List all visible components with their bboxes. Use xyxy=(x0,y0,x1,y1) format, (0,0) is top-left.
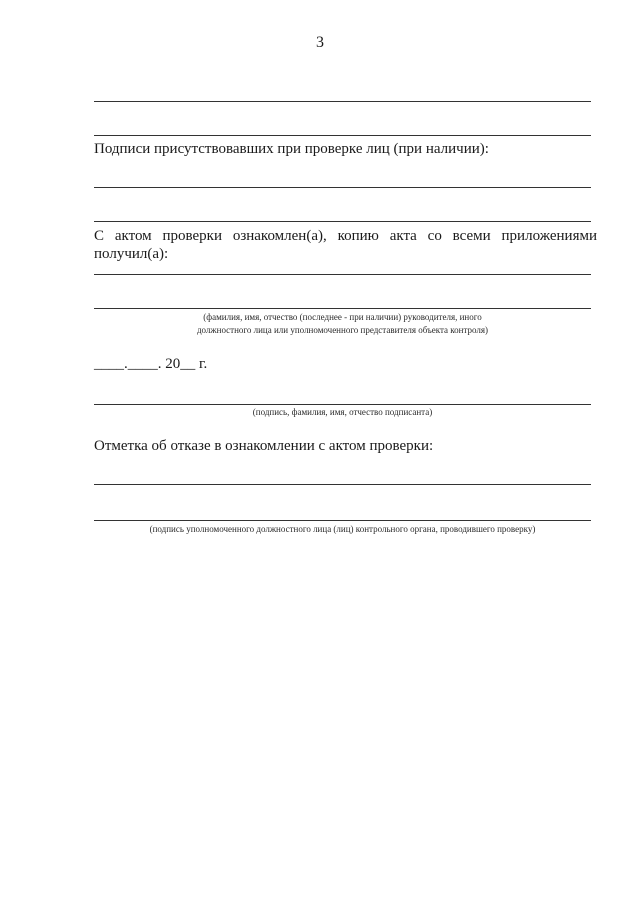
acquainted-text-line1: С актом проверки ознакомлен(а), копию акта со всеми приложениями xyxy=(94,228,597,244)
blank-line xyxy=(94,101,591,102)
blank-line xyxy=(94,187,591,188)
blank-line xyxy=(94,221,591,222)
blank-line xyxy=(94,520,591,521)
signatures-present-label: Подписи присутствовавших при проверке лиц (при наличии): xyxy=(94,141,489,157)
signatory-caption: (подпись, фамилия, имя, отчество подписанта) xyxy=(252,407,433,417)
official-caption: (подпись уполномоченного должностного лица (лиц) контрольного органа, проводившего проверку) xyxy=(149,524,536,534)
representative-caption-line2: должностного лица или уполномоченного представителя объекта контроля) xyxy=(196,325,489,335)
representative-caption-line1: (фамилия, имя, отчество (последнее - при наличии) руководителя, иного xyxy=(203,312,482,322)
date-line: ____.____. 20__ г. xyxy=(94,356,208,372)
blank-line xyxy=(94,135,591,136)
page-number: 3 xyxy=(316,34,324,51)
acquainted-text-line2: получил(а): xyxy=(94,246,169,262)
refusal-label: Отметка об отказе в ознакомлении с актом проверки: xyxy=(94,438,434,454)
blank-line xyxy=(94,308,591,309)
blank-line xyxy=(94,484,591,485)
blank-line xyxy=(94,274,591,275)
blank-line xyxy=(94,404,591,405)
